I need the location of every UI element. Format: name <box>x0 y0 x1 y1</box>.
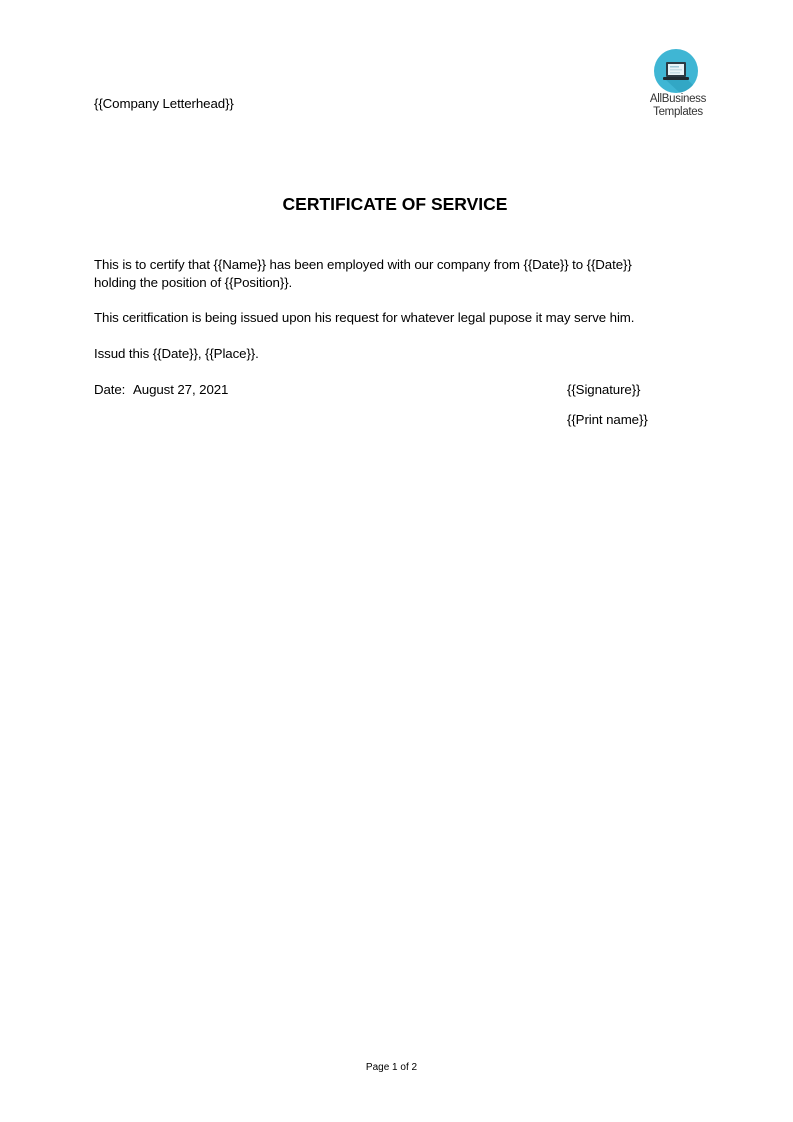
certification-paragraph-line1: This is to certify that {{Name}} has been employed with our company from {{Date}} to {{Date}} <box>94 257 632 272</box>
logo-text-line2: Templates <box>653 105 703 118</box>
laptop-icon <box>654 49 698 93</box>
signature-placeholder: {{Signature}} <box>567 382 641 397</box>
certification-paragraph-line2: holding the position of {{Position}}. <box>94 275 293 290</box>
print-name-placeholder: {{Print name}} <box>567 412 648 427</box>
date-label: Date: <box>94 382 126 397</box>
page-indicator: Page 1 of 2 <box>365 1062 418 1073</box>
logo-circle <box>654 49 698 93</box>
allbusiness-templates-logo <box>640 48 716 120</box>
document-title: CERTIFICATE OF SERVICE <box>282 194 508 214</box>
date-line <box>94 381 228 398</box>
issued-paragraph: Issud this {{Date}}, {{Place}}. <box>94 346 259 361</box>
purpose-paragraph: This ceritfication is being issued upon his request for whatever legal pupose it may serve him. <box>94 310 635 325</box>
certification-paragraph <box>94 256 632 292</box>
logo-text-line1: AllBusiness <box>649 93 707 105</box>
logo-text <box>640 93 716 118</box>
date-value: August 27, 2021 <box>133 382 229 397</box>
company-letterhead-placeholder: {{Company Letterhead}} <box>94 96 234 111</box>
